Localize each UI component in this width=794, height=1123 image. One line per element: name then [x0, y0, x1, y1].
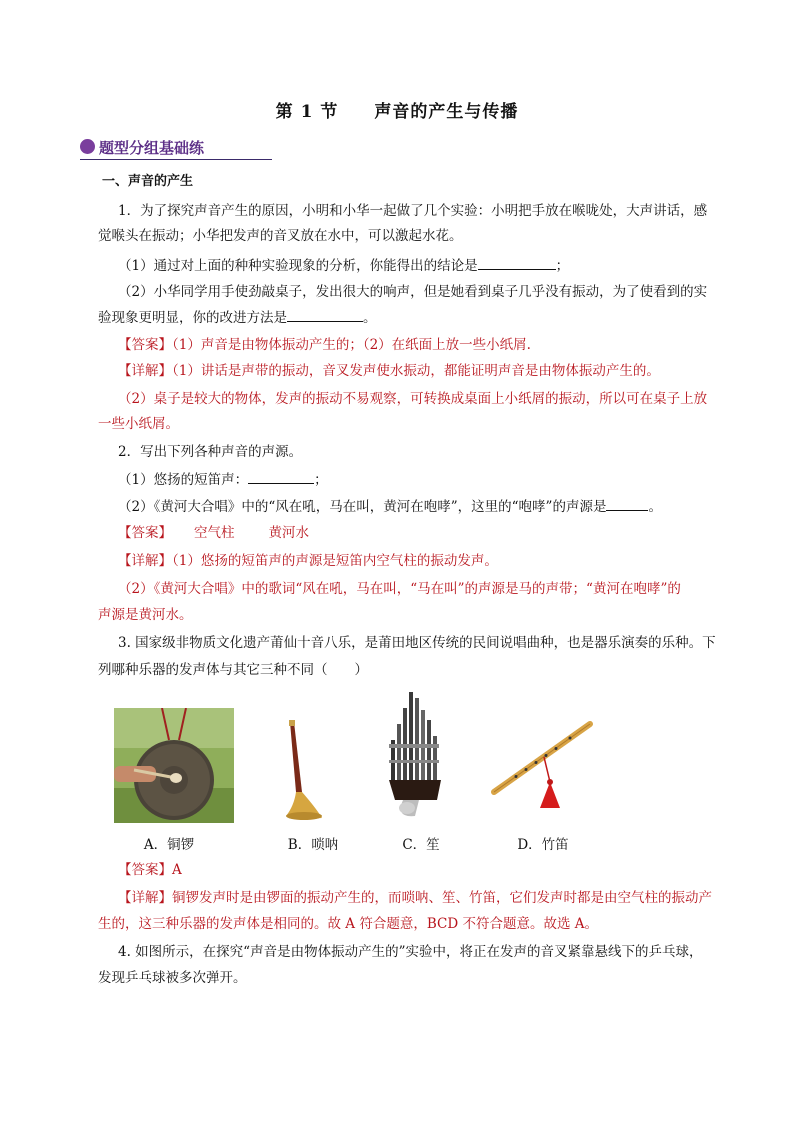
q2-answer [118, 523, 730, 543]
q2-line1: 2．写出下列各种声音的声源。 [118, 444, 303, 460]
q1-part1-text: （1）通过对上面的种种实验现象的分析，你能得出的结论是 [118, 258, 478, 274]
q4-line1: 4. 如图所示，在探究“声音是由物体振动产生的”实验中，将正在发声的音叉紧靠悬线下的乒乓球， [118, 944, 703, 960]
q1-detail1 [118, 361, 730, 381]
flute-image [486, 712, 598, 817]
answer-tag: 【答案】 [118, 525, 172, 541]
q3-detail1 [118, 888, 730, 908]
q2-part2-end: 。 [648, 499, 662, 515]
option-d-label[interactable]: D．竹笛 [517, 837, 569, 853]
q1-line2: 觉喉头在振动；小华把发声的音叉放在水中，可以激起水花。 [98, 228, 463, 244]
q3-line1: 3. 国家级非物质文化遗产莆仙十音八乐，是莆田地区传统的民间说唱曲种，也是器乐演奏的乐种。下 [118, 635, 716, 651]
q4-line2: 发现乒乓球被多次弹开。 [98, 970, 247, 986]
section-name: 声音的产生与传播 [374, 102, 519, 122]
page-title [0, 97, 794, 122]
section-number: 第 1 节 [275, 102, 339, 122]
q1-answer-text: （1）声音是由物体振动产生的；（2）在纸面上放一些小纸屑. [172, 337, 531, 353]
q1-detail1-text: （1）讲话是声带的振动，音叉发声使水振动，都能证明声音是由物体振动产生的。 [172, 363, 660, 379]
q1-blank1[interactable] [478, 255, 556, 270]
q2-part2 [118, 496, 730, 517]
detail-tag: 【详解】 [118, 363, 172, 379]
section-heading [80, 137, 272, 160]
q2-answer1: 空气柱 [194, 525, 235, 541]
sheng-image [385, 690, 450, 820]
q2-detail1-text: （1）悠扬的短笛声的声源是短笛内空气柱的振动发声。 [172, 553, 498, 569]
gong-image [114, 708, 234, 823]
q2-part1-end: ； [314, 472, 328, 488]
answer-tag: 【答案】 [118, 862, 172, 878]
q1-detail2a: （2）桌子是较大的物体，发声的振动不易观察，可转换成桌面上小纸屑的振动，所以可在桌子上放 [118, 391, 708, 407]
q2-detail1 [118, 551, 730, 571]
bullet-dot-icon [80, 139, 95, 154]
q3-detail2: 生的，这三种乐器的发声体是相同的。故 A 符合题意，BCD 不符合题意。故选 A。 [98, 916, 598, 932]
subsection-title: 一、声音的产生 [102, 174, 194, 189]
q1-part2b-end: 。 [363, 310, 377, 326]
option-a-label[interactable]: A．铜锣 [143, 837, 195, 853]
option-b-label[interactable]: B．唢呐 [287, 837, 339, 853]
section-heading-text: 题型分组基础练 [99, 139, 205, 157]
q2-blank2[interactable] [606, 496, 648, 511]
q2-part1 [118, 469, 730, 490]
q1-part2a: （2）小华同学用手使劲敲桌子，发出很大的响声，但是她看到桌子几乎没有振动，为了使看到的实 [118, 284, 708, 300]
q2-part2-text: （2）《黄河大合唱》中的“风在吼，马在叫，黄河在咆哮”，这里的“咆哮”的声源是 [118, 499, 607, 515]
q2-part1-text: （1）悠扬的短笛声： [118, 472, 249, 488]
q1-line1: 1．为了探究声音产生的原因，小明和小华一起做了几个实验：小明把手放在喉咙处，大声讲话，感 [118, 203, 708, 219]
q2-blank1[interactable] [248, 469, 314, 484]
q2-detail2b: 声源是黄河水。 [98, 607, 193, 623]
q3-detail1-text: 铜锣发声时是由锣面的振动产生的，而唢呐、笙、竹笛，它们发声时都是由空气柱的振动产 [172, 890, 712, 906]
q1-answer [118, 335, 730, 355]
q1-part2b-text: 验现象更明显，你的改进方法是 [98, 310, 287, 326]
detail-tag: 【详解】 [118, 553, 172, 569]
q1-blank2[interactable] [287, 307, 363, 322]
q3-answer [118, 860, 730, 880]
answer-tag: 【答案】 [118, 337, 172, 353]
q1-part1 [118, 255, 730, 276]
q2-answer2: 黄河水 [268, 525, 309, 541]
suona-image [278, 720, 328, 820]
q1-part2b [98, 307, 730, 328]
q1-part1-end: ； [555, 258, 570, 274]
option-c-label[interactable]: C．笙 [402, 837, 440, 853]
q3-line2: 列哪种乐器的发声体与其它三种不同（ ） [98, 662, 368, 678]
detail-tag: 【详解】 [118, 890, 172, 906]
q3-answer-text: A [172, 862, 182, 878]
q2-detail2a: （2）《黄河大合唱》中的歌词“风在吼，马在叫，“马在叫”的声源是马的声带；“黄河在咆哮”的 [118, 581, 681, 597]
q1-detail2b: 一些小纸屑。 [98, 416, 179, 432]
